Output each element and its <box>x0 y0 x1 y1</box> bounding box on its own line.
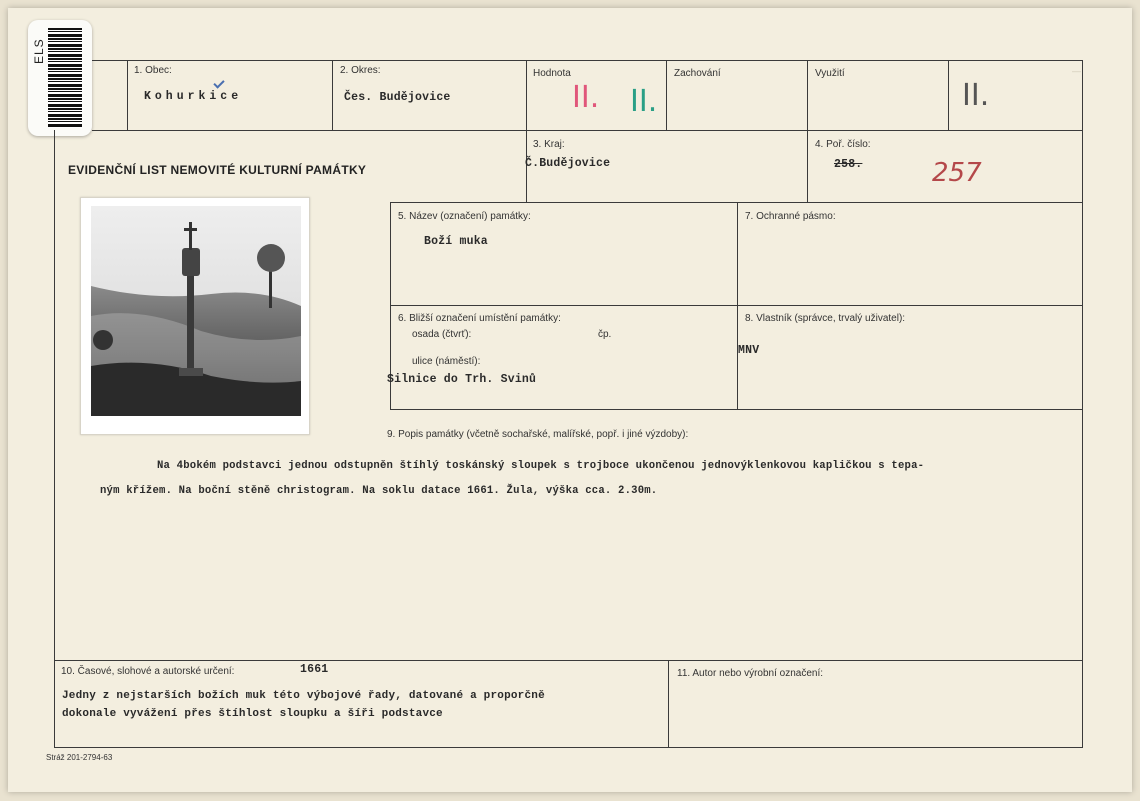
label-zachovani: Zachování <box>674 68 721 79</box>
value-okres: Čes. Budějovice <box>344 91 451 104</box>
rule <box>668 660 669 748</box>
barcode-sticker <box>28 20 92 136</box>
label-blizsi-oznaceni: 6. Bližší označení umístění památky: <box>398 313 561 324</box>
rule <box>54 660 1083 661</box>
label-vlastnik: 8. Vlastník (správce, trvalý uživatel): <box>745 313 906 324</box>
form-footer: Stráž 201-2794-63 <box>46 753 113 762</box>
monument-image <box>91 206 301 416</box>
label-ulice: ulice (náměstí): <box>412 356 481 367</box>
label-okres: 2. Okres: <box>340 65 381 76</box>
label-autor: 11. Autor nebo výrobní označení: <box>677 668 824 679</box>
rule <box>1082 130 1083 748</box>
value-por-cislo-struck: 258. <box>834 158 863 171</box>
label-osada: osada (čtvrť): <box>412 329 472 340</box>
label-casove-urceni: 10. Časové, slohové a autorské určení: <box>61 666 235 677</box>
rule <box>390 409 1083 410</box>
label-nazev: 5. Název (označení) památky: <box>398 211 531 222</box>
value-casove-line1: Jedny z nejstarších božích muk této výbojové řady, datované a proporčně <box>62 690 545 702</box>
value-por-cislo-new: 257 <box>932 158 982 188</box>
value-popis-line1: Na 4bokém podstavci jednou odstupněn štíhlý toskánský sloupek s trojboce ukončenou jednovýklenkovou kapličkou s tepa- <box>157 460 925 472</box>
label-obec: 1. Obec: <box>134 65 172 76</box>
rule <box>666 60 667 130</box>
value-hodnota-a: II. <box>572 80 600 115</box>
value-vlastnik: MNV <box>738 344 760 357</box>
monument-photo <box>80 197 310 435</box>
rule <box>92 130 1082 131</box>
rule <box>54 130 55 748</box>
label-kraj: 3. Kraj: <box>533 139 565 150</box>
label-cp: čp. <box>598 329 612 340</box>
rule <box>948 60 949 130</box>
label-por-cislo: 4. Poř. číslo: <box>815 139 871 150</box>
value-casove-line2: dokonale vyvážení přes štíhlost sloupku a šíři podstavce <box>62 708 443 720</box>
rule <box>332 60 333 130</box>
rule <box>807 60 808 130</box>
rule <box>390 305 1083 306</box>
label-popis: 9. Popis památky (včetně sochařské, malířské, popř. i jiné výzdoby): <box>387 429 689 440</box>
page-title: EVIDENČNÍ LIST NEMOVITÉ KULTURNÍ PAMÁTKY <box>68 163 367 177</box>
label-vyuziti: Využití <box>815 68 845 79</box>
value-obec: Kohurkice <box>144 90 243 103</box>
value-vyuziti: II. <box>962 78 990 113</box>
ghost-text: — <box>1072 66 1081 76</box>
value-kraj: Č.Budějovice <box>525 157 611 170</box>
rule <box>807 130 808 202</box>
rule <box>92 60 1082 61</box>
barcode-icon <box>48 28 82 128</box>
rule <box>1082 60 1083 131</box>
label-ochranne-pasmo: 7. Ochranné pásmo: <box>745 211 836 222</box>
value-hodnota-b: II. <box>630 84 658 119</box>
value-ulice: Silnice do Trh. Svinů <box>387 373 537 386</box>
value-casove-year: 1661 <box>300 663 329 676</box>
rule <box>526 60 527 130</box>
value-popis-line2: ným křížem. Na boční stěně christogram. Na soklu datace 1661. Žula, výška cca. 2.30m. <box>100 485 658 497</box>
sticker-code: ELS <box>32 38 46 64</box>
rule <box>737 202 738 410</box>
rule <box>127 60 128 130</box>
rule <box>54 747 1083 748</box>
label-hodnota: Hodnota <box>533 68 571 79</box>
value-nazev: Boží muka <box>424 235 488 248</box>
